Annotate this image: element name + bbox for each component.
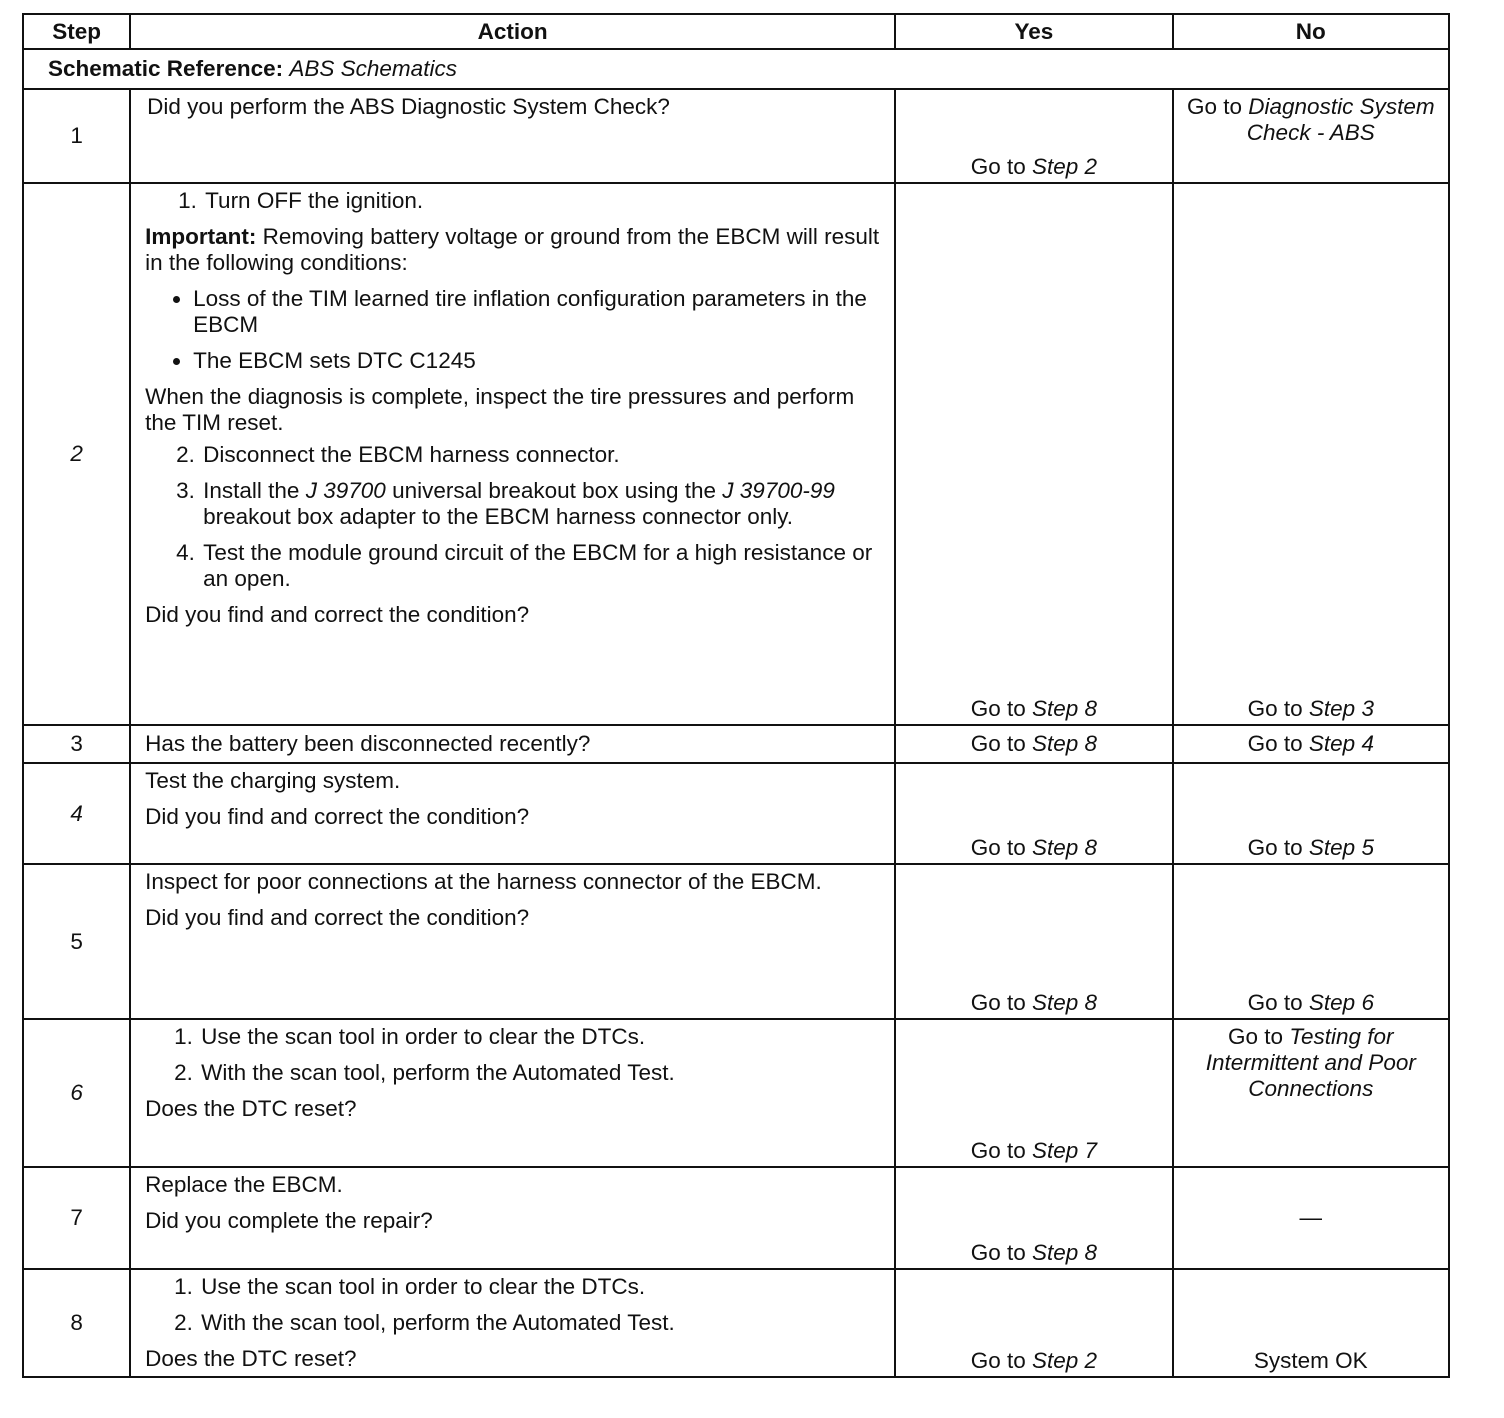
list-item: 2. With the scan tool, perform the Automated Test. xyxy=(199,1060,882,1086)
yes-cell xyxy=(895,864,1172,1019)
no-result[interactable]: Go to Step 6 xyxy=(1247,990,1374,1015)
step-number: 1 xyxy=(23,89,130,183)
no-cell xyxy=(1173,1269,1449,1377)
yes-result[interactable]: Go to Step 8 xyxy=(970,731,1098,756)
action-cell xyxy=(130,1167,895,1269)
tool-link[interactable]: J 39700 xyxy=(305,478,386,503)
no-result[interactable]: Go to Step 3 xyxy=(1247,696,1374,721)
list-item: 2. Disconnect the EBCM harness connector. xyxy=(201,442,882,468)
action-cell xyxy=(130,1019,895,1167)
note-text: When the diagnosis is complete, inspect the tire pressures and perform the TIM reset. xyxy=(145,384,855,435)
table-row xyxy=(23,763,1449,864)
list-item: 3. Install the J 39700 universal breakout box using the J 39700-99 breakout box adapter to the EBCM harness connector only. xyxy=(201,478,882,530)
table-row xyxy=(23,1167,1449,1269)
yes-result[interactable]: Go to Step 2 xyxy=(970,154,1098,179)
step-number: 6 xyxy=(23,1019,130,1167)
action-cell xyxy=(130,89,895,183)
step-number: 2 xyxy=(23,183,130,725)
schematic-reference xyxy=(23,49,1449,89)
question: Did you perform the ABS Diagnostic System Check? xyxy=(147,94,670,119)
header-yes: Yes xyxy=(895,14,1172,49)
header-no: No xyxy=(1173,14,1449,49)
no-result[interactable]: Go to Step 4 xyxy=(1247,731,1374,756)
action-cell xyxy=(130,763,895,864)
no-result[interactable]: Go to Diagnostic System Check - ABS xyxy=(1186,94,1435,145)
action-cell xyxy=(130,864,895,1019)
list-item: • The EBCM sets DTC C1245 xyxy=(193,348,882,374)
step-number: 4 xyxy=(23,763,130,864)
table-row xyxy=(23,183,1449,725)
no-cell xyxy=(1173,1019,1449,1167)
no-result: System OK xyxy=(1253,1348,1368,1373)
table-row xyxy=(23,89,1449,183)
question: Does the DTC reset? xyxy=(145,1346,357,1371)
table-row xyxy=(23,864,1449,1019)
action-text: Replace the EBCM. xyxy=(145,1172,343,1197)
yes-result[interactable]: Go to Step 8 xyxy=(970,990,1098,1015)
list-item: 4. Test the module ground circuit of the EBCM for a high resistance or an open. xyxy=(201,540,882,592)
yes-result[interactable]: Go to Step 8 xyxy=(970,1240,1098,1265)
schematic-link[interactable]: ABS Schematics xyxy=(289,56,457,81)
important-note: Important: Removing battery voltage or ground from the EBCM will result in the following conditions: xyxy=(145,224,880,275)
yes-cell xyxy=(895,763,1172,864)
yes-result[interactable]: Go to Step 7 xyxy=(970,1138,1098,1163)
step-number: 8 xyxy=(23,1269,130,1377)
action-text: Test the charging system. xyxy=(145,768,401,793)
action-cell xyxy=(130,1269,895,1377)
no-result: — xyxy=(1299,1205,1323,1230)
yes-result[interactable]: Go to Step 8 xyxy=(970,835,1098,860)
list-item: 1. Use the scan tool in order to clear the DTCs. xyxy=(199,1274,882,1300)
list-item: 1. Turn OFF the ignition. xyxy=(203,188,882,214)
step-number: 3 xyxy=(23,725,130,763)
schematic-label: Schematic Reference: xyxy=(48,56,284,81)
no-cell xyxy=(1173,864,1449,1019)
question: Did you find and correct the condition? xyxy=(145,602,530,627)
table-row xyxy=(23,1269,1449,1377)
yes-cell xyxy=(895,1019,1172,1167)
question: Did you complete the repair? xyxy=(145,1208,433,1233)
yes-result[interactable]: Go to Step 8 xyxy=(970,696,1098,721)
yes-cell xyxy=(895,725,1172,763)
question: Did you find and correct the condition? xyxy=(145,804,530,829)
action-cell xyxy=(130,183,895,725)
no-cell xyxy=(1173,763,1449,864)
header-row xyxy=(23,14,1449,49)
question: Does the DTC reset? xyxy=(145,1096,357,1121)
yes-cell xyxy=(895,1167,1172,1269)
action-cell xyxy=(130,725,895,763)
header-action: Action xyxy=(130,14,895,49)
step-number: 5 xyxy=(23,864,130,1019)
table-row xyxy=(23,1019,1449,1167)
header-step: Step xyxy=(23,14,130,49)
table-row xyxy=(23,725,1449,763)
question: Did you find and correct the condition? xyxy=(145,905,530,930)
no-cell xyxy=(1173,1167,1449,1269)
diagnostic-table xyxy=(22,13,1450,1378)
yes-cell xyxy=(895,1269,1172,1377)
list-item: 1. Use the scan tool in order to clear the DTCs. xyxy=(199,1024,882,1050)
action-text: Inspect for poor connections at the harness connector of the EBCM. xyxy=(145,869,822,894)
no-result[interactable]: Go to Step 5 xyxy=(1247,835,1374,860)
schematic-row xyxy=(23,49,1449,89)
no-cell xyxy=(1173,725,1449,763)
list-item: 2. With the scan tool, perform the Automated Test. xyxy=(199,1310,882,1336)
yes-cell xyxy=(895,183,1172,725)
question: Has the battery been disconnected recently? xyxy=(145,731,591,756)
step-number: 7 xyxy=(23,1167,130,1269)
no-cell xyxy=(1173,183,1449,725)
list-item: • Loss of the TIM learned tire inflation configuration parameters in the EBCM xyxy=(193,286,882,338)
yes-cell xyxy=(895,89,1172,183)
no-cell xyxy=(1173,89,1449,183)
yes-result[interactable]: Go to Step 2 xyxy=(970,1348,1098,1373)
tool-link[interactable]: J 39700-99 xyxy=(722,478,835,503)
no-result[interactable]: Go to Testing for Intermittent and Poor Connections xyxy=(1205,1024,1416,1101)
